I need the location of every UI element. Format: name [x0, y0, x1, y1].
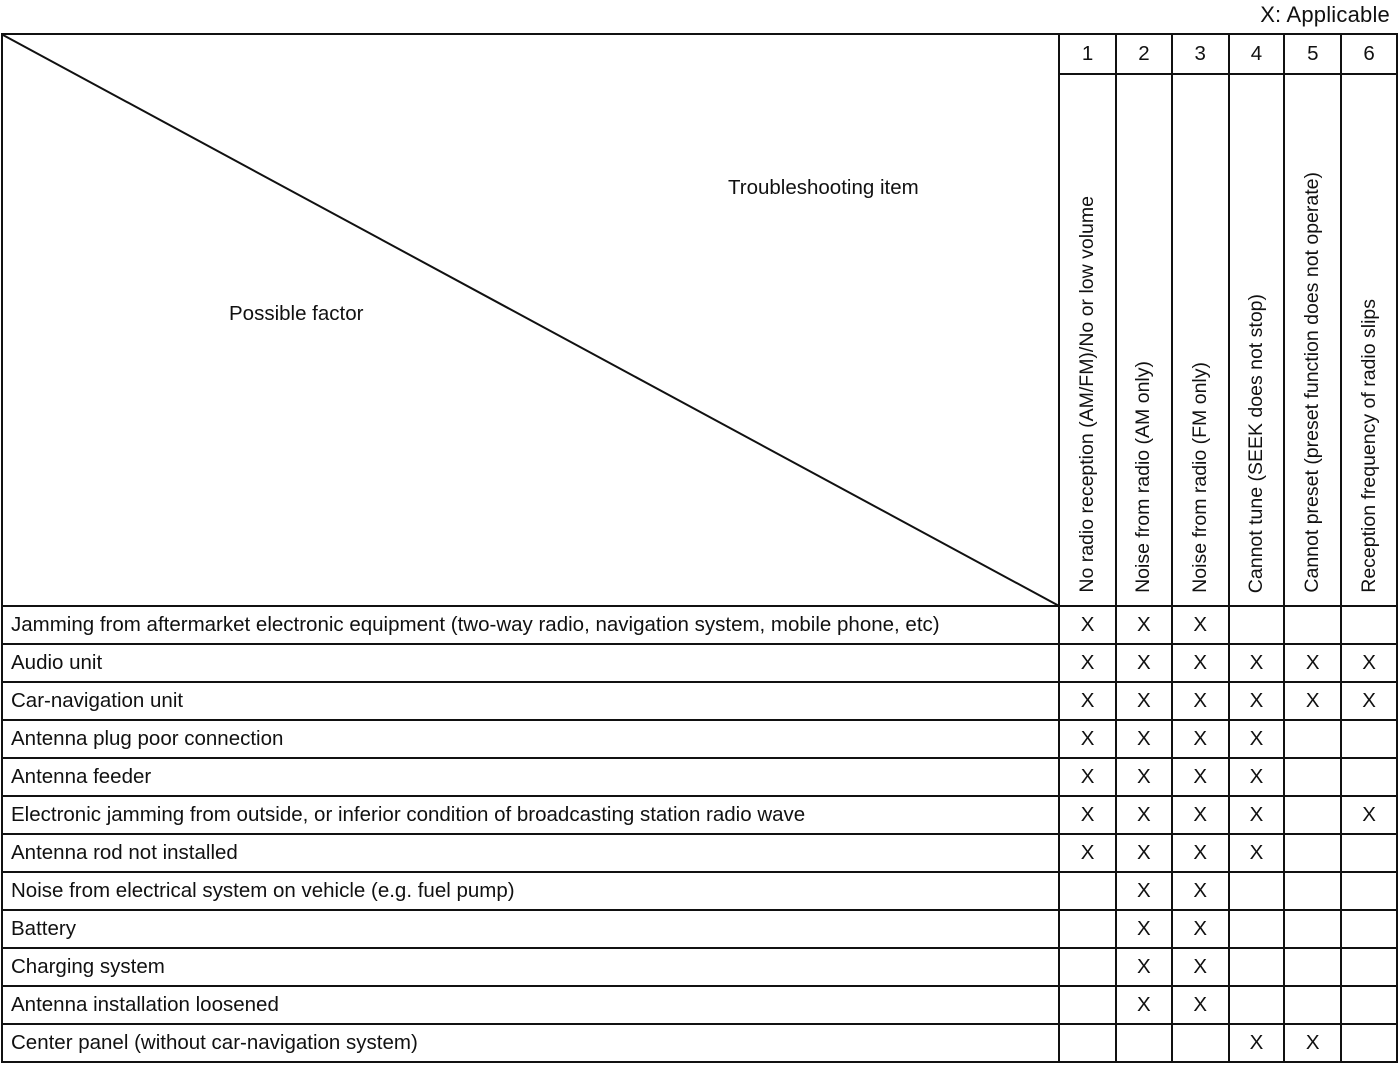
mark-cell	[1341, 834, 1397, 872]
mark-cell	[1284, 796, 1341, 834]
mark-cell: X	[1229, 644, 1285, 682]
column-number-2: 2	[1116, 34, 1172, 74]
table-row	[2, 720, 1397, 758]
mark-cell	[1059, 910, 1116, 948]
table-row	[2, 834, 1397, 872]
mark-cell: X	[1116, 606, 1172, 644]
mark-cell: X	[1172, 986, 1229, 1024]
mark-cell	[1341, 872, 1397, 910]
mark-cell	[1059, 872, 1116, 910]
mark-cell: X	[1172, 910, 1229, 948]
mark-cell	[1341, 986, 1397, 1024]
mark-cell	[1284, 986, 1341, 1024]
table-row	[2, 796, 1397, 834]
column-header-2	[1116, 74, 1172, 606]
mark-cell: X	[1229, 758, 1285, 796]
mark-cell	[1059, 986, 1116, 1024]
column-header-6	[1341, 74, 1397, 606]
table-row	[2, 758, 1397, 796]
factor-cell: Battery	[2, 910, 1059, 948]
column-number-4: 4	[1229, 34, 1285, 74]
mark-cell: X	[1172, 644, 1229, 682]
mark-cell: X	[1229, 796, 1285, 834]
mark-cell	[1341, 910, 1397, 948]
column-number-3: 3	[1172, 34, 1229, 74]
mark-cell	[1284, 606, 1341, 644]
mark-cell: X	[1116, 834, 1172, 872]
mark-cell: X	[1059, 682, 1116, 720]
troubleshooting-table	[1, 33, 1398, 1063]
mark-cell: X	[1229, 834, 1285, 872]
mark-cell: X	[1284, 644, 1341, 682]
mark-cell	[1229, 910, 1285, 948]
column-header-4	[1229, 74, 1285, 606]
mark-cell: X	[1229, 1024, 1285, 1062]
mark-cell: X	[1172, 948, 1229, 986]
mark-cell: X	[1116, 872, 1172, 910]
table-row	[2, 948, 1397, 986]
mark-cell: X	[1284, 682, 1341, 720]
factor-cell: Antenna plug poor connection	[2, 720, 1059, 758]
factor-cell: Noise from electrical system on vehicle (e.g. fuel pump)	[2, 872, 1059, 910]
column-number-1: 1	[1059, 34, 1116, 74]
mark-cell	[1341, 758, 1397, 796]
factor-cell: Charging system	[2, 948, 1059, 986]
mark-cell	[1229, 872, 1285, 910]
mark-cell: X	[1116, 720, 1172, 758]
mark-cell: X	[1116, 910, 1172, 948]
column-label-2: Noise from radio (AM only)	[1132, 361, 1155, 593]
mark-cell	[1229, 606, 1285, 644]
table-row	[2, 644, 1397, 682]
mark-cell	[1284, 948, 1341, 986]
mark-cell	[1059, 948, 1116, 986]
mark-cell	[1341, 948, 1397, 986]
mark-cell: X	[1172, 720, 1229, 758]
mark-cell: X	[1172, 796, 1229, 834]
header-number-row	[2, 34, 1397, 74]
table-row	[2, 910, 1397, 948]
mark-cell	[1229, 948, 1285, 986]
table-row	[2, 872, 1397, 910]
factor-cell: Antenna installation loosened	[2, 986, 1059, 1024]
diagonal-divider-line	[3, 35, 1061, 607]
mark-cell: X	[1341, 682, 1397, 720]
table-row	[2, 606, 1397, 644]
column-number-5: 5	[1284, 34, 1341, 74]
mark-cell	[1284, 758, 1341, 796]
mark-cell: X	[1116, 682, 1172, 720]
mark-cell: X	[1059, 758, 1116, 796]
factor-cell: Antenna feeder	[2, 758, 1059, 796]
mark-cell	[1116, 1024, 1172, 1062]
mark-cell	[1341, 606, 1397, 644]
troubleshooting-item-label: Troubleshooting item	[728, 176, 919, 199]
mark-cell	[1284, 834, 1341, 872]
mark-cell: X	[1229, 720, 1285, 758]
mark-cell: X	[1172, 834, 1229, 872]
factor-cell: Audio unit	[2, 644, 1059, 682]
column-label-4: Cannot tune (SEEK does not stop)	[1244, 293, 1267, 593]
mark-cell: X	[1341, 796, 1397, 834]
mark-cell	[1284, 872, 1341, 910]
mark-cell: X	[1059, 606, 1116, 644]
factor-cell: Car-navigation unit	[2, 682, 1059, 720]
column-header-1	[1059, 74, 1116, 606]
column-number-6: 6	[1341, 34, 1397, 74]
factor-cell: Jamming from aftermarket electronic equipment (two-way radio, navigation system, mobile phone, etc)	[2, 606, 1059, 644]
mark-cell: X	[1172, 682, 1229, 720]
column-label-3: Noise from radio (FM only)	[1188, 362, 1211, 593]
mark-cell	[1284, 720, 1341, 758]
mark-cell: X	[1116, 758, 1172, 796]
mark-cell: X	[1116, 796, 1172, 834]
factor-cell: Antenna rod not installed	[2, 834, 1059, 872]
mark-cell: X	[1059, 834, 1116, 872]
possible-factor-label: Possible factor	[229, 302, 364, 325]
mark-cell	[1229, 986, 1285, 1024]
mark-cell	[1284, 910, 1341, 948]
mark-cell	[1059, 1024, 1116, 1062]
mark-cell: X	[1059, 720, 1116, 758]
table-row	[2, 1024, 1397, 1062]
mark-cell: X	[1116, 986, 1172, 1024]
column-header-5	[1284, 74, 1341, 606]
mark-cell: X	[1172, 758, 1229, 796]
factor-cell: Center panel (without car-navigation system)	[2, 1024, 1059, 1062]
mark-cell: X	[1059, 796, 1116, 834]
mark-cell	[1341, 720, 1397, 758]
mark-cell	[1341, 1024, 1397, 1062]
table-row	[2, 986, 1397, 1024]
mark-cell: X	[1229, 682, 1285, 720]
mark-cell: X	[1116, 948, 1172, 986]
column-label-5: Cannot preset (preset function does not operate)	[1301, 172, 1324, 593]
mark-cell: X	[1116, 644, 1172, 682]
mark-cell: X	[1059, 644, 1116, 682]
column-label-1: No radio reception (AM/FM)/No or low volume	[1076, 196, 1099, 593]
table-row	[2, 682, 1397, 720]
mark-cell	[1172, 1024, 1229, 1062]
mark-cell: X	[1172, 872, 1229, 910]
mark-cell: X	[1172, 606, 1229, 644]
corner-header-cell	[2, 34, 1059, 606]
mark-cell: X	[1284, 1024, 1341, 1062]
legend: X: Applicable	[1260, 2, 1390, 27]
factor-cell: Electronic jamming from outside, or inferior condition of broadcasting station radio wave	[2, 796, 1059, 834]
column-header-3	[1172, 74, 1229, 606]
mark-cell: X	[1341, 644, 1397, 682]
column-label-6: Reception frequency of radio slips	[1357, 299, 1380, 593]
